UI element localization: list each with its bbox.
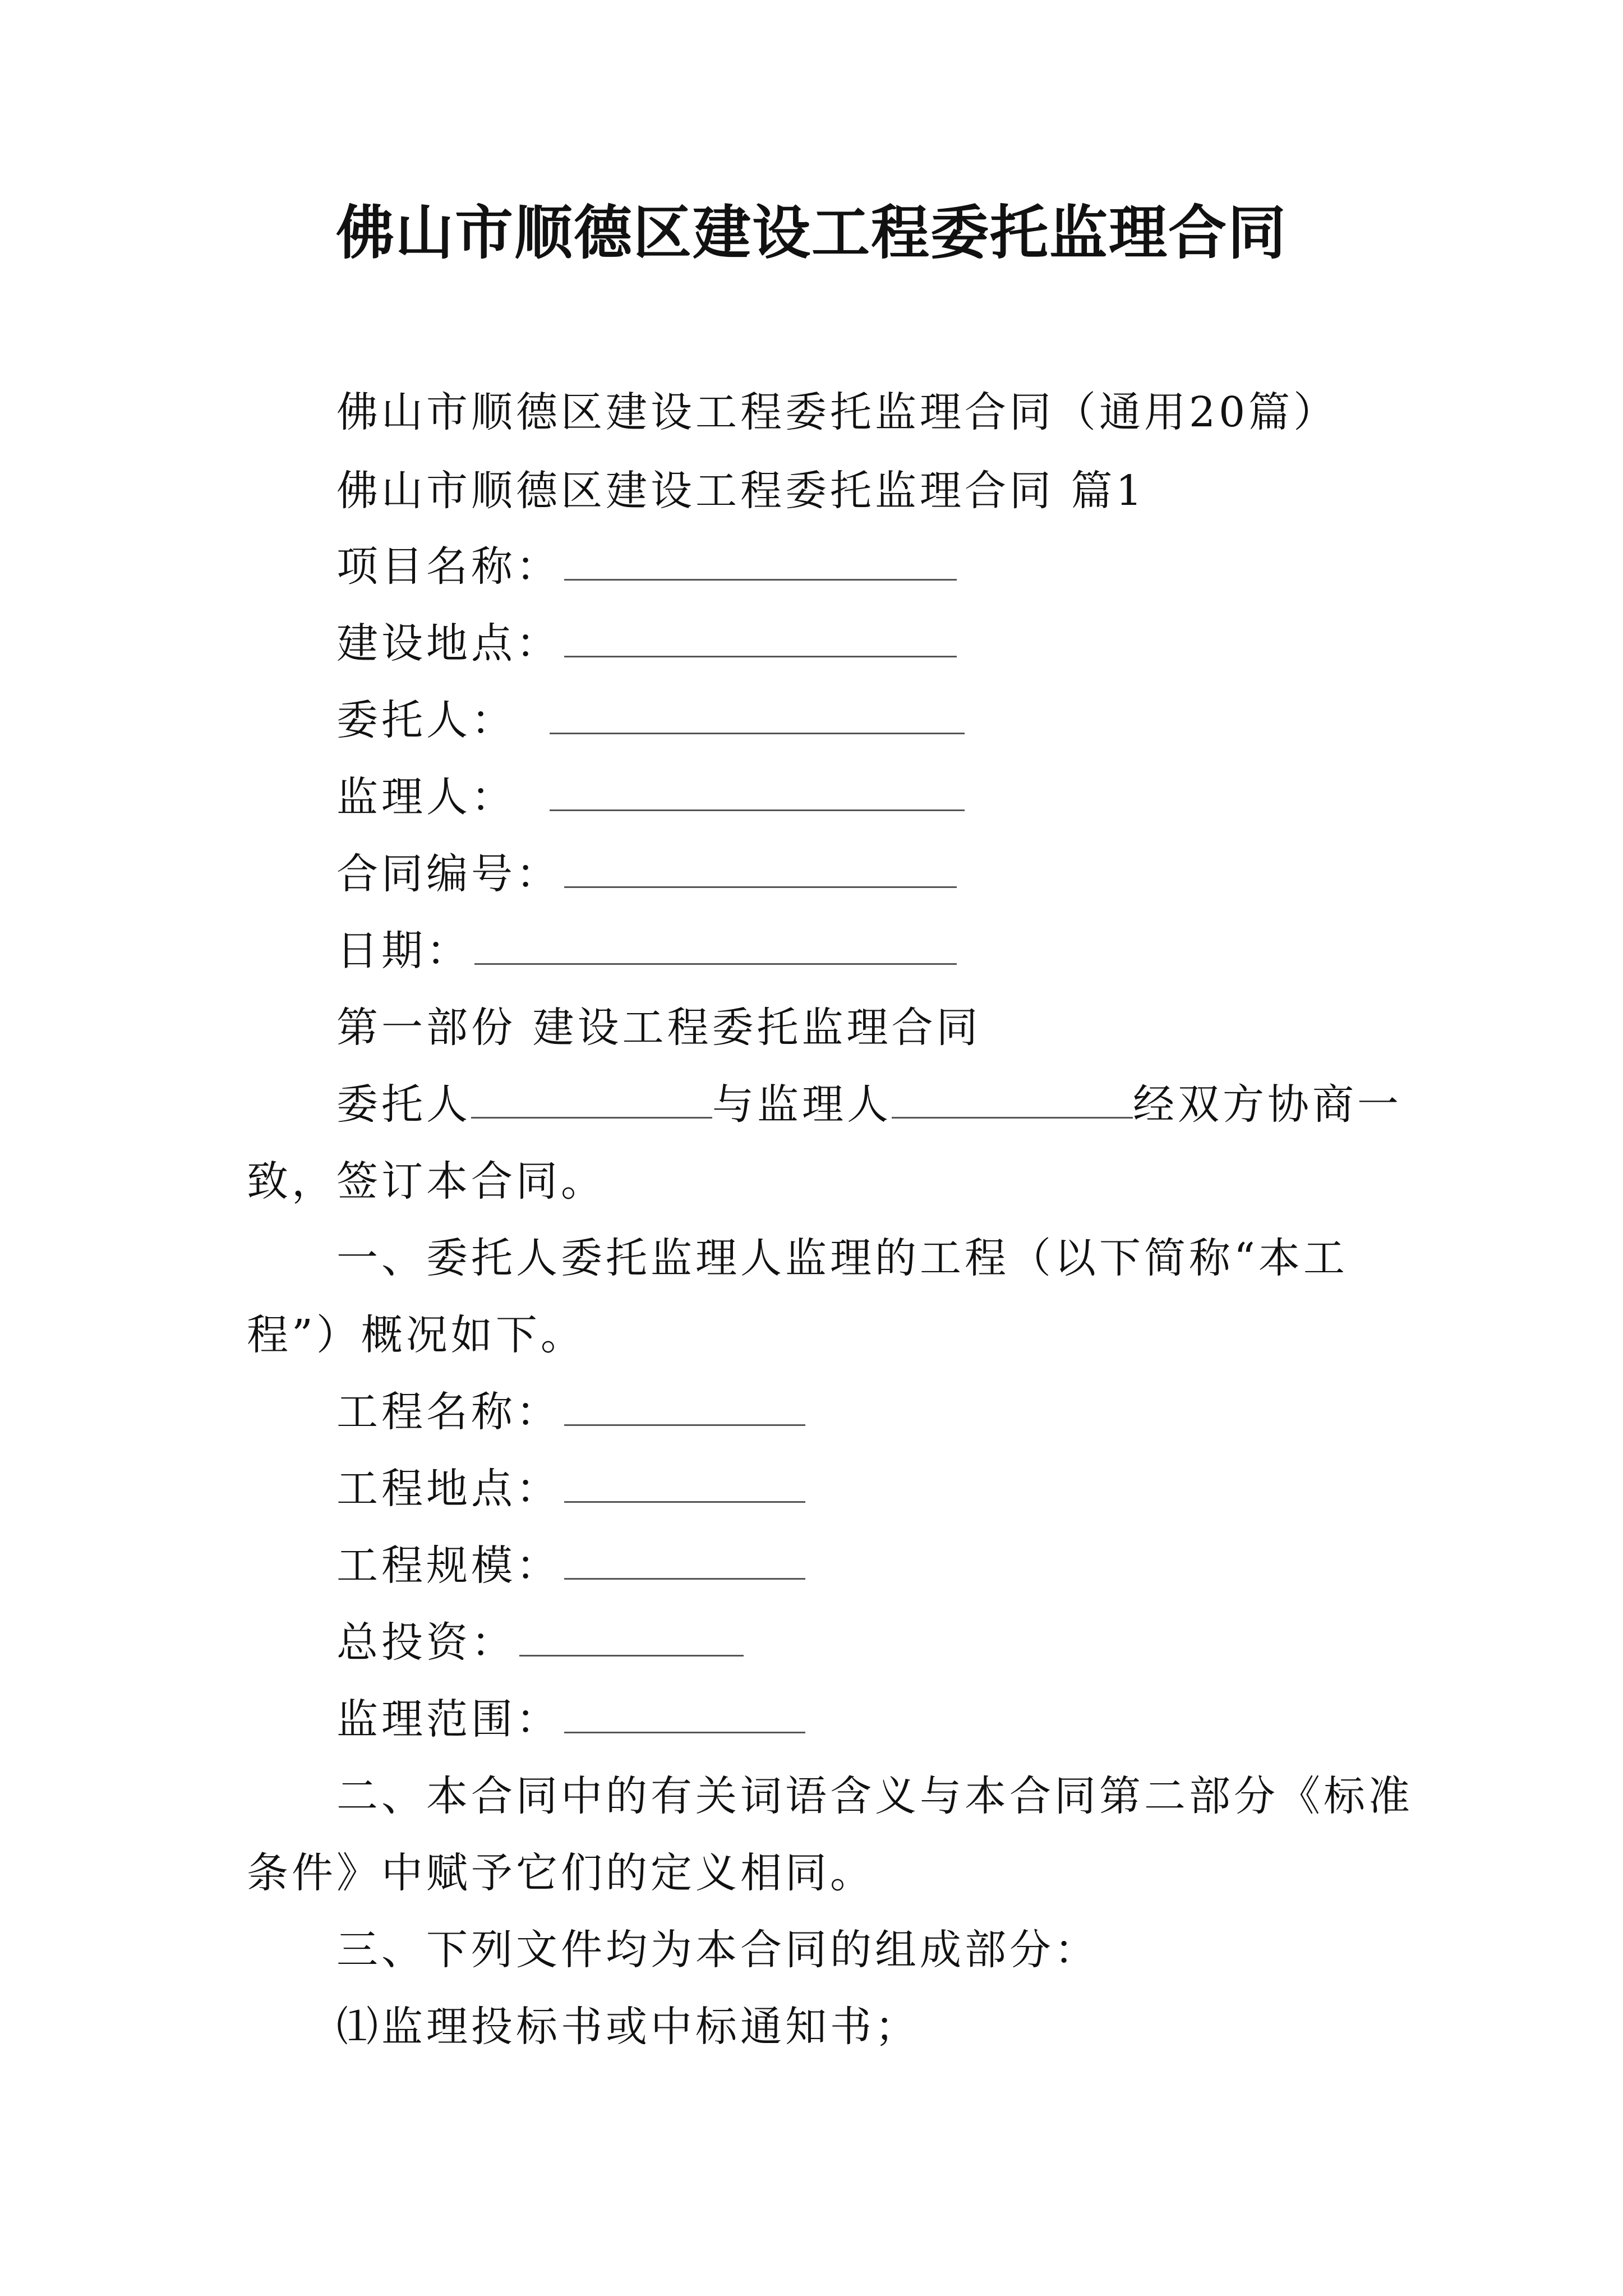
date-row — [336, 923, 957, 979]
clause-1-line-2: 程”）概况如下。 — [247, 1311, 585, 1359]
project-name-field-row — [336, 1384, 805, 1440]
supervisor-row — [336, 769, 965, 825]
engineering-location-label: 工程地点： — [336, 1465, 561, 1513]
engineering-scale-label: 工程规模： — [336, 1542, 561, 1590]
agreement-line — [336, 1076, 1402, 1133]
investment-field-row — [336, 1614, 744, 1671]
supervisor-field[interactable] — [550, 770, 965, 811]
agreement-consensus-text: 经双方协商一 — [1133, 1080, 1402, 1129]
agreement-supervisor-text: 与监理人 — [712, 1080, 892, 1129]
clause-1-line-1: 一、委托人委托监理人监理的工程（以下简称“本工 — [336, 1234, 1348, 1282]
client-row — [336, 692, 965, 748]
agreement-continuation: 致，签订本合同。 — [247, 1157, 606, 1205]
contract-no-field[interactable] — [564, 847, 957, 888]
part-one-heading: 第一部份 建设工程委托监理合同 — [336, 1004, 981, 1052]
project-name-field[interactable] — [564, 540, 957, 581]
project-name-row — [336, 539, 957, 595]
scope-field-row — [336, 1691, 805, 1747]
list-item-1: ⑴监理投标书或中标通知书； — [336, 2003, 920, 2051]
date-field[interactable] — [474, 924, 957, 965]
engineering-name-field[interactable] — [564, 1385, 805, 1426]
project-scale-field-row — [336, 1538, 805, 1594]
location-row — [336, 615, 957, 671]
section-heading: 佛山市顺德区建设工程委托监理合同 篇1 — [336, 467, 1146, 515]
clause-2-line-2: 条件》中赋予它们的定义相同。 — [247, 1849, 875, 1897]
location-field[interactable] — [564, 616, 957, 657]
engineering-scale-field[interactable] — [564, 1539, 805, 1580]
scope-field[interactable] — [564, 1692, 805, 1733]
engineering-location-field[interactable] — [564, 1462, 805, 1503]
date-label: 日期： — [336, 927, 471, 975]
document-title: 佛山市顺德区建设工程委托监理合同 — [335, 198, 1287, 267]
subtitle: 佛山市顺德区建设工程委托监理合同（通用20篇） — [336, 388, 1339, 436]
client-label: 委托人： — [336, 696, 516, 744]
contract-no-label: 合同编号： — [336, 850, 561, 898]
scope-label: 监理范围： — [336, 1695, 561, 1743]
location-label: 建设地点： — [336, 619, 561, 668]
project-location-field-row — [336, 1461, 805, 1517]
agreement-client-field[interactable] — [471, 1078, 712, 1119]
agreement-supervisor-field[interactable] — [892, 1078, 1133, 1119]
agreement-client-text: 委托人 — [336, 1080, 471, 1129]
client-field[interactable] — [550, 693, 965, 734]
investment-label: 总投资： — [336, 1618, 516, 1667]
supervisor-label: 监理人： — [336, 773, 516, 821]
project-name-label: 项目名称： — [336, 542, 561, 591]
contract-no-row — [336, 846, 957, 902]
investment-field[interactable] — [519, 1616, 744, 1657]
clause-2-line-1: 二、本合同中的有关词语含义与本合同第二部分《标准 — [336, 1772, 1413, 1820]
engineering-name-label: 工程名称： — [336, 1388, 561, 1436]
clause-3: 三、下列文件均为本合同的组成部分： — [336, 1926, 1099, 1974]
